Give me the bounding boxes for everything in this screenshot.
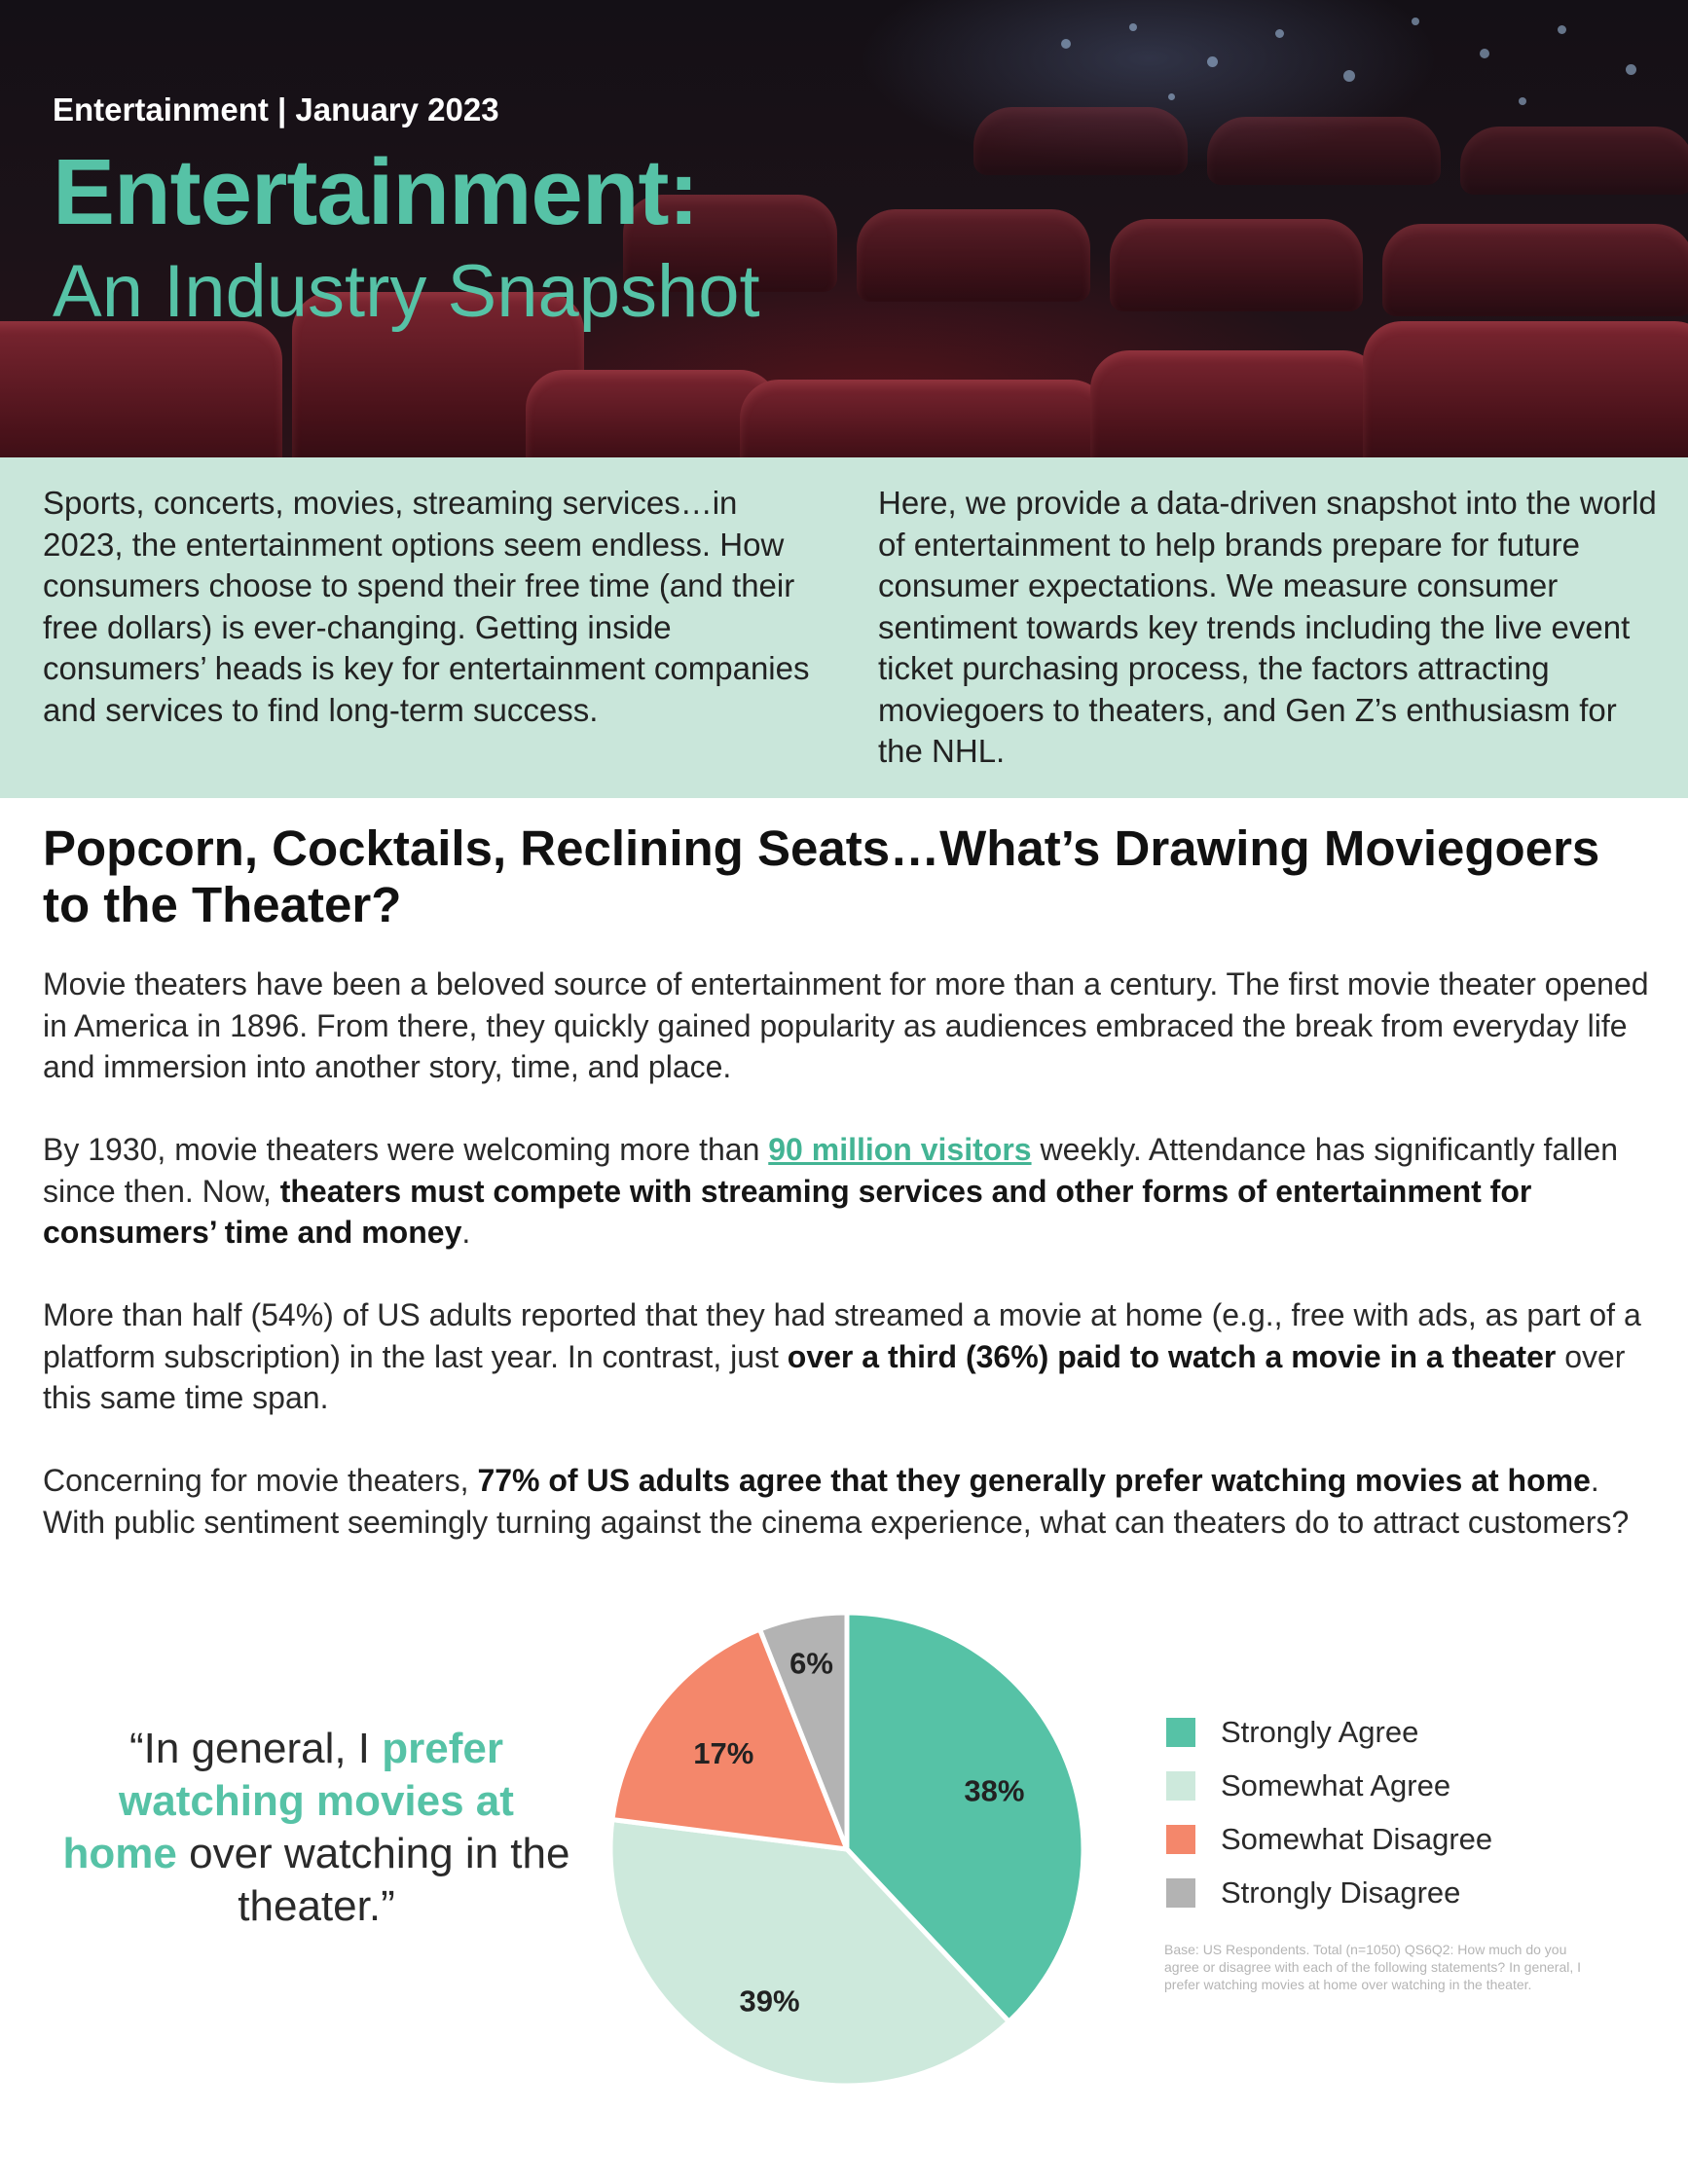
bokeh-light [1343,70,1355,82]
bold-text: 77% of US adults agree that they generally prefer watching movies at home [477,1463,1591,1498]
intro-right-paragraph: Here, we provide a data-driven snapshot into the world of entertainment to help brands prepare for future consumer expectations. We measure consumer sentiment towards key trends including the live event ticket purchasing process, the factors attracting moviegoers to theaters, and Gen Z’s enthusiasm for the NHL. [878,485,1657,769]
issue-kicker: Entertainment | January 2023 [53,91,499,127]
pull-quote [58,1723,574,1933]
legend-item [1166,1759,1492,1812]
text-run: . With public sentiment seemingly turning against the cinema experience, what can theaters do to attract customers? [43,1463,1630,1540]
bokeh-light [1412,18,1419,25]
theater-seat [1090,350,1382,457]
pie-label-strongly-disagree: 6% [789,1646,833,1681]
bokeh-light [1626,64,1636,75]
theater-seat [0,321,282,457]
legend-label: Somewhat Disagree [1221,1821,1493,1856]
quote-highlight: prefer watching movies at [119,1725,514,1825]
pie-label-strongly-agree: 38% [964,1773,1025,1808]
theater-seat [857,209,1090,302]
bokeh-light [1168,93,1175,100]
chart-footnote: Base: US Respondents. Total (n=1050) QS6Q2: How much do you agree or disagree with each of the following statements? In general, I prefer watching movies at home over watching in the theater. [1164,1942,1582,1992]
bokeh-light [1558,25,1566,34]
pie-svg [604,1606,1090,2093]
pie-label-somewhat-disagree: 17% [693,1736,754,1771]
theater-seat [1382,224,1688,316]
bokeh-light [1519,97,1526,105]
bokeh-light [1129,23,1137,31]
theater-seat [1363,321,1688,457]
legend-swatch [1166,1825,1195,1854]
section-headline: Popcorn, Cocktails, Reclining Seats…What’s Drawing Moviegoers to the Theater? [43,820,1600,932]
text-run: . [461,1215,471,1250]
text-run: weekly. Attendance has significantly fallen since then. Now, [43,1132,1618,1209]
preference-pie-chart [604,1606,1090,2093]
quote-highlight: home [62,1830,177,1877]
theater-seat [1207,117,1441,185]
legend-item [1166,1812,1492,1866]
theater-seat [973,107,1188,175]
bold-text: over a third (36%) paid to watch a movie in a theater [787,1338,1557,1374]
text-run: More than half (54%) of US adults reported that they had streamed a movie at home (e.g., free with ads, as part of a platform subscription) in the last year. In contrast, just [43,1297,1641,1374]
pie-label-somewhat-agree: 39% [739,1984,800,2019]
bokeh-light [1061,39,1071,49]
theater-seat [1110,219,1363,311]
paragraph-streaming [43,1294,1659,1419]
hero-title: Entertainment: [53,140,699,244]
quote-text: “In general, I [129,1725,383,1772]
theater-seat [740,380,1110,457]
quote-text: over watching in the theater.” [176,1830,570,1930]
legend-swatch [1166,1878,1195,1908]
text-run: Concerning for movie theaters, [43,1463,478,1498]
intro-left-paragraph: Sports, concerts, movies, streaming services…in 2023, the entertainment options seem endless. How consumers choose to spend their free time (and their free dollars) is ever-changing. Getting inside consumers’ heads is key for entertainment companies and services to find long-term success. [43,485,810,728]
hero-banner [0,0,1688,457]
bokeh-light [1207,56,1218,67]
hero-subtitle: An Industry Snapshot [53,250,760,333]
bokeh-light [1275,29,1284,38]
legend-swatch [1166,1718,1195,1747]
intro-band [0,457,1688,798]
legend-label: Strongly Agree [1221,1714,1419,1749]
theater-seat [1460,127,1688,195]
paragraph-attendance [43,1129,1659,1254]
legend-swatch [1166,1771,1195,1801]
bold-text: theaters must compete with streaming services and other forms of entertainment for consumers’ time and money [43,1173,1532,1250]
text-run: over this same time span. [43,1338,1626,1415]
legend-label: Somewhat Agree [1221,1767,1451,1802]
text-run: By 1930, movie theaters were welcoming more than [43,1132,769,1167]
chart-legend [1166,1705,1492,1919]
bokeh-light [1480,49,1489,58]
legend-item [1166,1866,1492,1919]
visitors-link[interactable]: 90 million visitors [768,1132,1032,1167]
legend-label: Strongly Disagree [1221,1875,1461,1910]
paragraph-history: Movie theaters have been a beloved source of entertainment for more than a century. The first movie theater opened in America in 1896. From there, they quickly gained popularity as audiences embraced the break from everyday life and immersion into another story, time, and place. [43,966,1649,1084]
paragraph-preference [43,1460,1659,1543]
legend-item [1166,1705,1492,1759]
